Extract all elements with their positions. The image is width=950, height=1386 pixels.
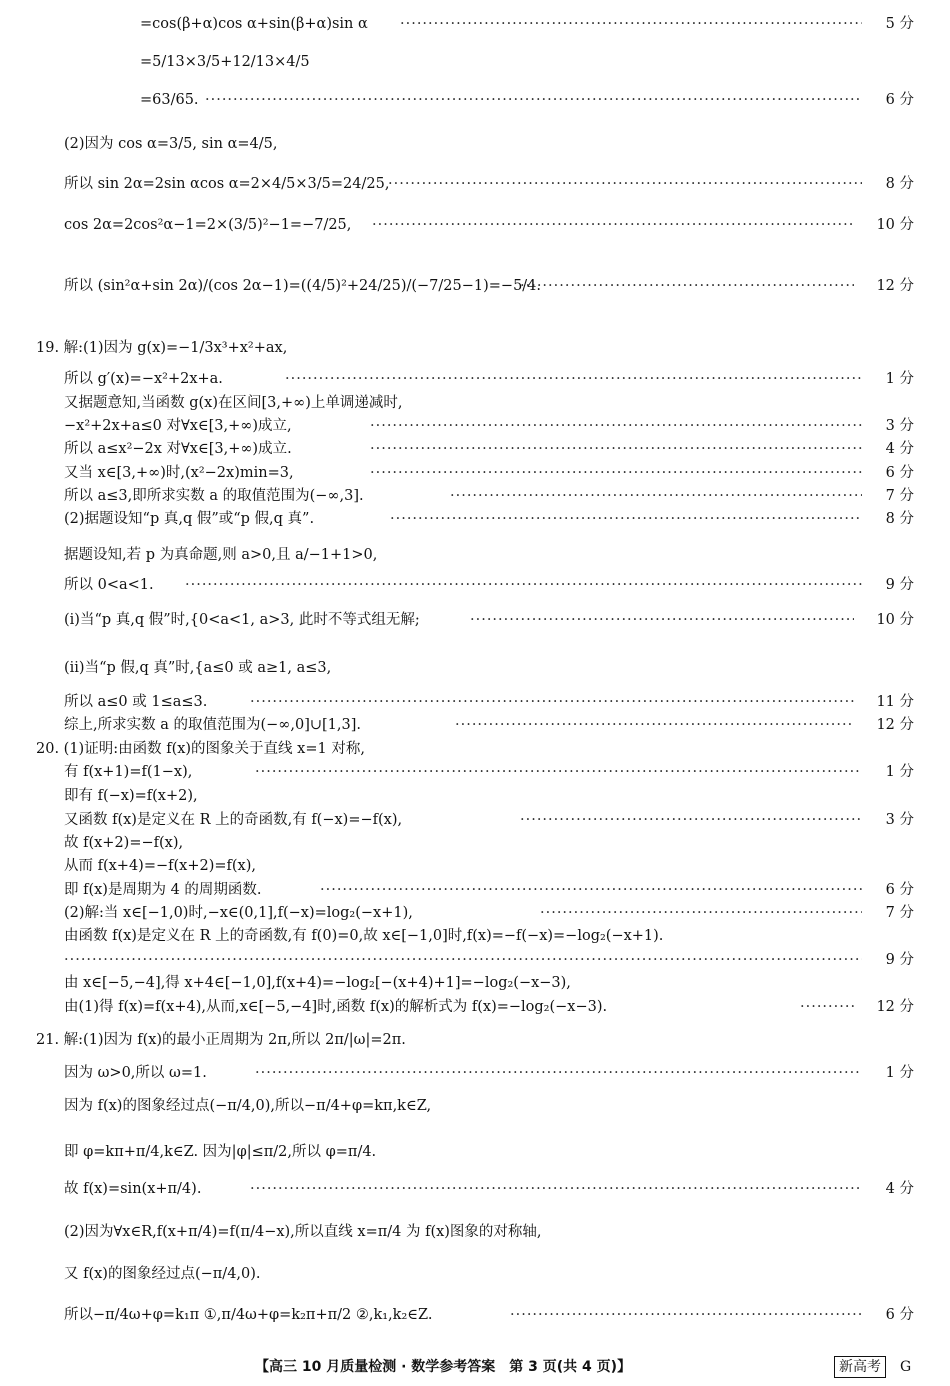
- answer-line: [0, 831, 950, 855]
- exam-type-badge: 新高考: [834, 1356, 886, 1378]
- answer-line: [0, 391, 950, 415]
- line-text: =5/13×3/5+12/13×4/5: [140, 54, 310, 70]
- answer-line: [0, 808, 950, 832]
- score-label: 5 分: [885, 16, 914, 32]
- leader-dots: [255, 760, 862, 784]
- line-text: 即有 f(−x)=f(x+2),: [64, 788, 198, 804]
- line-text: 20. (1)证明:由函数 f(x)的图象关于直线 x=1 对称,: [36, 741, 365, 757]
- answer-line: [0, 854, 950, 878]
- footer-title: 【高三 10 月质量检测 · 数学参考答案 第 3 页(共 4 页)】: [255, 1359, 632, 1375]
- line-text: =cos(β+α)cos α+sin(β+α)sin α: [140, 16, 368, 32]
- line-text: =63/65.: [140, 92, 199, 108]
- score-label: 7 分: [885, 488, 914, 504]
- line-text: 所以 g′(x)=−x²+2x+a.: [64, 371, 223, 387]
- line-text: 所以 a≤0 或 1≤a≤3.: [64, 694, 208, 710]
- line-text: 所以 a≤x²−2x 对∀x∈[3,+∞)成立.: [64, 441, 292, 457]
- leader-dots: [250, 690, 854, 714]
- score-label: 3 分: [885, 418, 914, 434]
- score-label: 1 分: [885, 764, 914, 780]
- line-text: 由 x∈[−5,−4],得 x+4∈[−1,0],f(x+4)=−log₂[−(x+4)+1]=−log₂(−x−3),: [64, 975, 571, 991]
- line-text: 由(1)得 f(x)=f(x+4),从而,x∈[−5,−4]时,函数 f(x)的解析式为 f(x)=−log₂(−x−3).: [64, 999, 608, 1015]
- leader-dots: [320, 878, 862, 902]
- answer-line: [0, 213, 950, 237]
- answer-line: [0, 274, 950, 298]
- score-label: 4 分: [885, 441, 914, 457]
- line-text: (2)解:当 x∈[−1,0)时,−x∈(0,1],f(−x)=log₂(−x+1),: [64, 905, 413, 921]
- answer-line: [0, 784, 950, 808]
- line-text: cos 2α=2cos²α−1=2×(3/5)²−1=−7/25,: [64, 217, 352, 233]
- score-label: 1 分: [885, 371, 914, 387]
- score-label: 6 分: [885, 1307, 914, 1323]
- line-text: (2)据题设知“p 真,q 假”或“p 假,q 真”.: [64, 511, 315, 527]
- line-text: 所以 a≤3,即所求实数 a 的取值范围为(−∞,3].: [64, 488, 364, 504]
- answer-line: [0, 88, 950, 112]
- answer-line: [0, 971, 950, 995]
- answer-line: [0, 484, 950, 508]
- answer-line: [0, 901, 950, 925]
- score-label: 9 分: [885, 577, 914, 593]
- score-label: 9 分: [885, 952, 914, 968]
- answer-line: [0, 760, 950, 784]
- line-text: 由函数 f(x)是定义在 R 上的奇函数,有 f(0)=0,故 x∈[−1,0]时,f(x)=−f(−x)=−log₂(−x+1).: [64, 928, 664, 944]
- answer-line: [0, 690, 950, 714]
- leader-dots: [390, 507, 862, 531]
- answer-line: [0, 924, 950, 948]
- answer-line: [0, 1177, 950, 1201]
- line-text: 因为 ω>0,所以 ω=1.: [64, 1065, 207, 1081]
- score-label: 6 分: [885, 882, 914, 898]
- score-label: 1 分: [885, 1065, 914, 1081]
- leader-dots: [285, 367, 862, 391]
- answer-line: [0, 995, 950, 1019]
- answer-line: [0, 737, 950, 761]
- line-text: 又函数 f(x)是定义在 R 上的奇函数,有 f(−x)=−f(x),: [64, 812, 403, 828]
- line-text: (ⅰ)当“p 真,q 假”时,{0<a<1, a>3, 此时不等式组无解;: [64, 612, 420, 628]
- answer-line: [0, 507, 950, 531]
- answer-line: [0, 1028, 950, 1052]
- answer-line: [0, 878, 950, 902]
- answer-line: [0, 132, 950, 156]
- answer-line: [0, 437, 950, 461]
- line-text: 又据题意知,当函数 g(x)在区间[3,+∞)上单调递减时,: [64, 395, 403, 411]
- answer-line: [0, 367, 950, 391]
- score-label: 3 分: [885, 812, 914, 828]
- leader-dots: [370, 461, 862, 485]
- answer-line: [0, 1140, 950, 1164]
- line-text: 所以−π/4ω+φ=k₁π ①,π/4ω+φ=k₂π+π/2 ②,k₁,k₂∈Z.: [64, 1307, 433, 1323]
- score-label: 4 分: [885, 1181, 914, 1197]
- leader-dots: [520, 274, 854, 298]
- leader-dots: [372, 213, 854, 237]
- leader-dots: [370, 414, 862, 438]
- page-footer: [0, 1354, 950, 1380]
- leader-dots: [370, 437, 862, 461]
- line-text: 所以 sin 2α=2sin αcos α=2×4/5×3/5=24/25,: [64, 176, 390, 192]
- score-label: 12 分: [876, 278, 914, 294]
- leader-dots: [185, 573, 862, 597]
- answer-line: [0, 336, 950, 360]
- answer-line: [0, 608, 950, 632]
- leader-dots: [455, 713, 854, 737]
- leader-dots: [400, 12, 862, 36]
- line-text: 21. 解:(1)因为 f(x)的最小正周期为 2π,所以 2π/|ω|=2π.: [36, 1032, 406, 1048]
- score-label: 6 分: [885, 92, 914, 108]
- leader-dots: [470, 608, 854, 632]
- leader-dots: [388, 172, 862, 196]
- score-label: 6 分: [885, 465, 914, 481]
- leader-dots: [450, 484, 862, 508]
- score-label: 11 分: [876, 694, 914, 710]
- answer-line: [0, 948, 950, 972]
- leader-dots: [800, 995, 854, 1019]
- answer-line: [0, 461, 950, 485]
- line-text: 即 f(x)是周期为 4 的周期函数.: [64, 882, 262, 898]
- answer-line: [0, 713, 950, 737]
- version-code: G: [900, 1359, 912, 1375]
- answer-line: [0, 573, 950, 597]
- score-label: 8 分: [885, 176, 914, 192]
- answer-line: [0, 1220, 950, 1244]
- leader-dots: [205, 88, 862, 112]
- line-text: 故 f(x+2)=−f(x),: [64, 835, 184, 851]
- line-text: 综上,所求实数 a 的取值范围为(−∞,0]∪[1,3].: [64, 717, 361, 733]
- line-text: 从而 f(x+4)=−f(x+2)=f(x),: [64, 858, 256, 874]
- answer-line: [0, 50, 950, 74]
- line-text: 据题设知,若 p 为真命题,则 a>0,且 a/−1+1>0,: [64, 547, 378, 563]
- line-text: 19. 解:(1)因为 g(x)=−1/3x³+x²+ax,: [36, 340, 288, 356]
- line-text: 又当 x∈[3,+∞)时,(x²−2x)min=3,: [64, 465, 294, 481]
- leader-dots: [520, 808, 862, 832]
- score-label: 8 分: [885, 511, 914, 527]
- leader-dots: [255, 1061, 862, 1085]
- line-text: 故 f(x)=sin(x+π/4).: [64, 1181, 202, 1197]
- line-text: 即 φ=kπ+π/4,k∈Z. 因为|φ|≤π/2,所以 φ=π/4.: [64, 1144, 377, 1160]
- line-text: 因为 f(x)的图象经过点(−π/4,0),所以−π/4+φ=kπ,k∈Z,: [64, 1098, 432, 1114]
- line-text: (2)因为∀x∈R,f(x+π/4)=f(π/4−x),所以直线 x=π/4 为 f(x)图象的对称轴,: [64, 1224, 542, 1240]
- line-text: 所以 (sin²α+sin 2α)/(cos 2α−1)=((4/5)²+24/25)/(−7/25−1)=−5/4.: [64, 278, 542, 294]
- line-text: −x²+2x+a≤0 对∀x∈[3,+∞)成立,: [64, 418, 292, 434]
- line-text: 所以 0<a<1.: [64, 577, 154, 593]
- answer-line: [0, 543, 950, 567]
- answer-line: [0, 1094, 950, 1118]
- answer-line: [0, 656, 950, 680]
- answer-line: [0, 1061, 950, 1085]
- score-label: 12 分: [876, 717, 914, 733]
- answer-line: [0, 12, 950, 36]
- line-text: 又 f(x)的图象经过点(−π/4,0).: [64, 1266, 261, 1282]
- score-label: 10 分: [876, 612, 914, 628]
- answer-line: [0, 414, 950, 438]
- line-text: (ⅱ)当“p 假,q 真”时,{a≤0 或 a≥1, a≤3,: [64, 660, 332, 676]
- answer-line: [0, 1262, 950, 1286]
- line-text: (2)因为 cos α=3/5, sin α=4/5,: [64, 136, 278, 152]
- answer-line: [0, 172, 950, 196]
- leader-dots: [540, 901, 862, 925]
- leader-dots: [64, 948, 862, 972]
- leader-dots: [510, 1303, 862, 1327]
- score-label: 10 分: [876, 217, 914, 233]
- leader-dots: [250, 1177, 862, 1201]
- score-label: 12 分: [876, 999, 914, 1015]
- score-label: 7 分: [885, 905, 914, 921]
- answer-line: [0, 1303, 950, 1327]
- line-text: 有 f(x+1)=f(1−x),: [64, 764, 193, 780]
